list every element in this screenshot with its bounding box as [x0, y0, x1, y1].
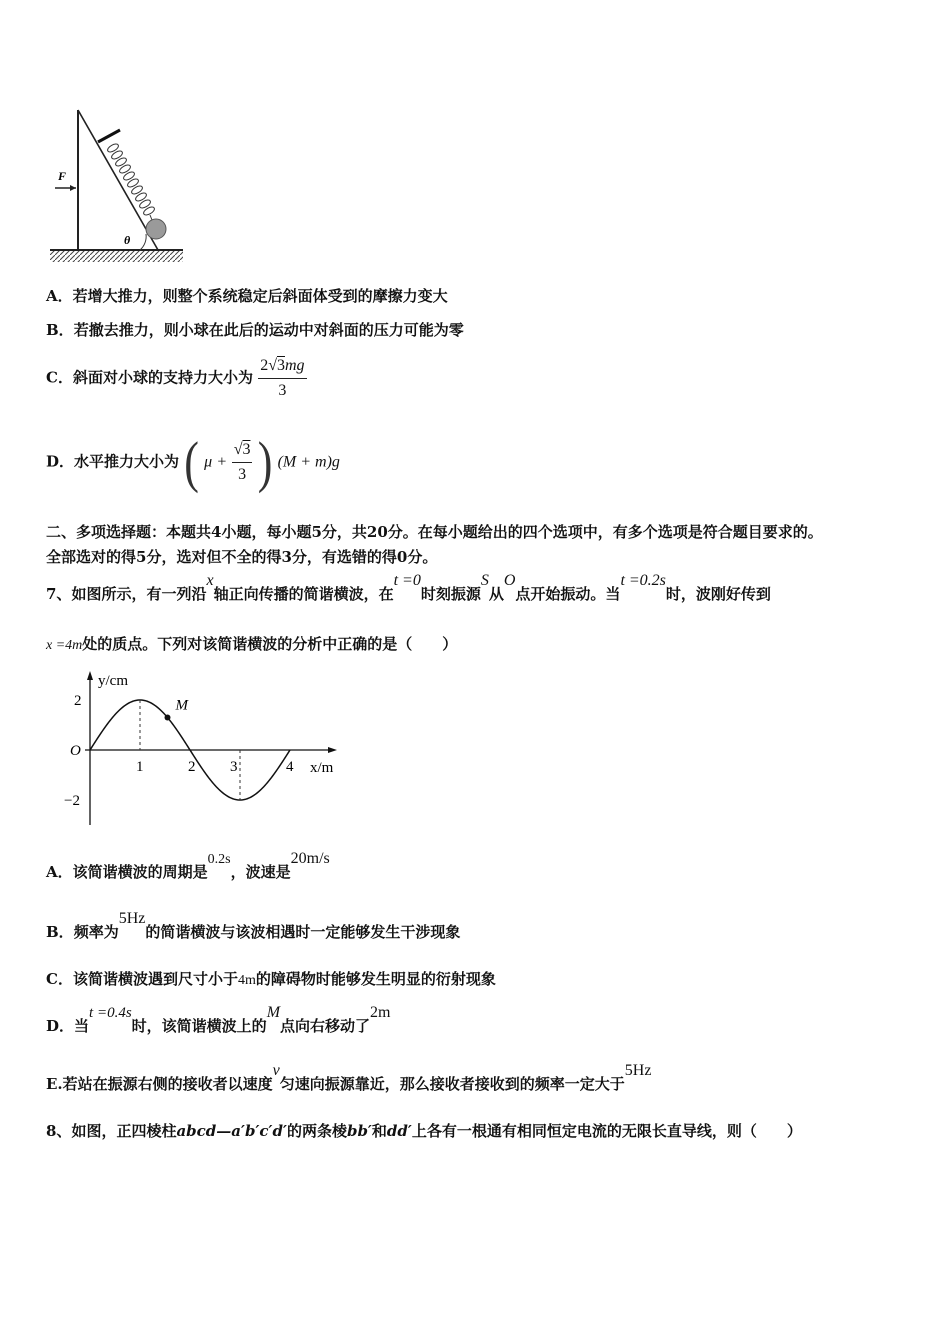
option-text: ，波速是 — [230, 863, 291, 881]
edge-dd: dd′ — [386, 1122, 412, 1140]
option-text: 匀速向振源靠近，那么接收者接收到的频率一定大于 — [279, 1075, 625, 1093]
option-text: 斜面对小球的支持力大小为 — [72, 368, 253, 387]
time-zero: t =0 — [393, 572, 421, 589]
point-m-label: M — [175, 697, 188, 714]
q7-stem-line2 — [46, 634, 457, 656]
x-tick-1: 1 — [136, 759, 144, 775]
wave-chart — [60, 665, 360, 830]
stem-text: 如图所示，有一列沿 — [71, 585, 207, 603]
option-letter: E. — [46, 1075, 63, 1093]
mass-term: (M + m)g — [277, 453, 340, 471]
mu-symbol: μ — [204, 453, 213, 471]
y-tick-2: 2 — [74, 693, 82, 709]
stem-text: 时刻振源 — [420, 585, 481, 603]
option-text: 若站在振源右侧的接收者以速度 — [62, 1075, 273, 1093]
ball — [146, 219, 166, 239]
source-s: S — [480, 572, 489, 589]
option-letter: B． — [46, 923, 74, 941]
stem-text: 的两条棱 — [286, 1122, 347, 1140]
option-text: 当 — [74, 1017, 90, 1035]
point-o: O — [503, 572, 516, 589]
y-axis-arrow — [87, 671, 93, 680]
q7-option-b — [46, 910, 461, 943]
q7-option-e — [46, 1062, 652, 1095]
q6-option-d — [46, 430, 340, 494]
option-text: 的简谐横波与该波相遇时一定能够发生干涉现象 — [145, 923, 461, 941]
right-paren: ) — [257, 430, 273, 494]
stem-text: 如图，正四棱柱 — [71, 1122, 177, 1140]
velocity-v: v — [272, 1062, 280, 1079]
stem-text: 点开始振动。当 — [515, 585, 621, 603]
frequency-value: 5Hz — [118, 910, 146, 927]
option-text: 该简谐横波的周期是 — [72, 863, 208, 881]
option-text: 该简谐横波遇到尺寸小于 — [72, 970, 238, 988]
option-text: 频率为 — [73, 923, 119, 941]
incline-spring-figure — [40, 100, 190, 270]
angle-arc — [140, 234, 146, 250]
distance-value: 2m — [370, 1004, 391, 1021]
edge-bb: bb′ — [346, 1122, 372, 1140]
position-x4: x =4m — [46, 638, 83, 653]
point-m: M — [266, 1004, 281, 1021]
x-tick-2: 2 — [188, 759, 196, 775]
obstacle-size: 4m — [237, 973, 256, 988]
stem-text: 时，波刚好传到 — [665, 585, 771, 603]
option-text: 时，该简谐横波上的 — [131, 1017, 267, 1035]
fraction-root: 3 — [242, 441, 251, 458]
option-text: 若增大推力，则整个系统稳定后斜面体受到的摩擦力变大 — [72, 287, 448, 305]
support-force-fraction: $\frac{2√3mg}{3}$ — [260, 357, 305, 399]
prism-name: abcd—a′b′c′d′ — [176, 1122, 287, 1140]
q7-option-d — [46, 1004, 391, 1037]
x-axis-arrow — [328, 747, 337, 753]
frequency-value: 5Hz — [624, 1062, 652, 1079]
q7-option-a — [46, 850, 330, 884]
angle-label: θ — [124, 233, 131, 247]
q6-option-c — [46, 356, 307, 401]
option-text: 若撤去推力，则小球在此后的运动中对斜面的压力可能为零 — [73, 321, 464, 339]
force-label: F — [58, 169, 67, 183]
q7-option-c — [46, 969, 496, 991]
y-tick-neg2: −2 — [64, 793, 80, 809]
stem-text: 从 — [488, 585, 504, 603]
section2-line1: 二、多项选择题：本题共4小题，每小题5分，共20分。在每小题给出的四个选项中，有多个选项是符合题目要求的。 — [46, 523, 823, 541]
spring — [106, 142, 155, 220]
time-0-4s: t =0.4s — [89, 1005, 132, 1021]
var-x: x — [206, 572, 214, 589]
option-letter: D． — [46, 452, 75, 471]
fraction-denominator: 3 — [238, 466, 247, 483]
option-letter: A． — [46, 863, 73, 881]
x-axis-label: x/m — [310, 760, 334, 776]
fraction-mg: mg — [284, 357, 305, 374]
stem-text: 上各有一根通有相同恒定电流的无限长直导线，则（ ） — [411, 1122, 802, 1140]
stem-text: 和 — [371, 1122, 387, 1140]
ground-hatch — [50, 250, 183, 262]
origin-label: O — [70, 743, 81, 759]
y-axis-label: y/cm — [98, 673, 128, 689]
spring-mount — [98, 130, 120, 142]
option-letter: D． — [46, 1017, 75, 1035]
question-number: 8、 — [46, 1122, 72, 1140]
left-paren: ( — [184, 430, 199, 494]
stem-text: 轴正向传播的简谐横波，在 — [213, 585, 394, 603]
option-letter: A． — [46, 287, 73, 305]
time-0-2s: t =0.2s — [620, 572, 666, 589]
x-tick-3: 3 — [230, 759, 238, 775]
option-text: 的障碍物时能够发生明显的衍射现象 — [255, 970, 496, 988]
q6-option-a — [46, 286, 448, 306]
option-letter: C． — [46, 368, 73, 387]
force-arrowhead — [70, 185, 76, 191]
fraction-coefficient: 2 — [260, 357, 269, 374]
point-m-marker — [165, 715, 171, 721]
fraction-denominator: 3 — [278, 382, 287, 399]
q8-stem — [46, 1121, 802, 1141]
stem-text: 处的质点。下列对该简谐横波的分析中正确的是（ ） — [82, 635, 458, 653]
option-text: 水平推力大小为 — [74, 452, 180, 471]
option-letter: B． — [46, 321, 74, 339]
option-letter: C． — [46, 970, 73, 988]
q7-stem-line1 — [46, 572, 771, 605]
q6-option-b — [46, 320, 464, 340]
plus-sign: + — [217, 453, 227, 471]
option-text: 点向右移动了 — [280, 1017, 371, 1035]
fraction-root: 3 — [276, 357, 285, 374]
speed-value: 20m/s — [290, 850, 330, 867]
question-number: 7、 — [46, 585, 72, 603]
sqrt3-over-3-fraction: $\frac{√3}{3}$ — [233, 441, 251, 483]
x-tick-4: 4 — [286, 759, 294, 775]
period-value: 0.2s — [207, 852, 231, 867]
section2-line2: 全部选对的得5分，选对但不全的得3分，有选错的得0分。 — [46, 548, 438, 566]
